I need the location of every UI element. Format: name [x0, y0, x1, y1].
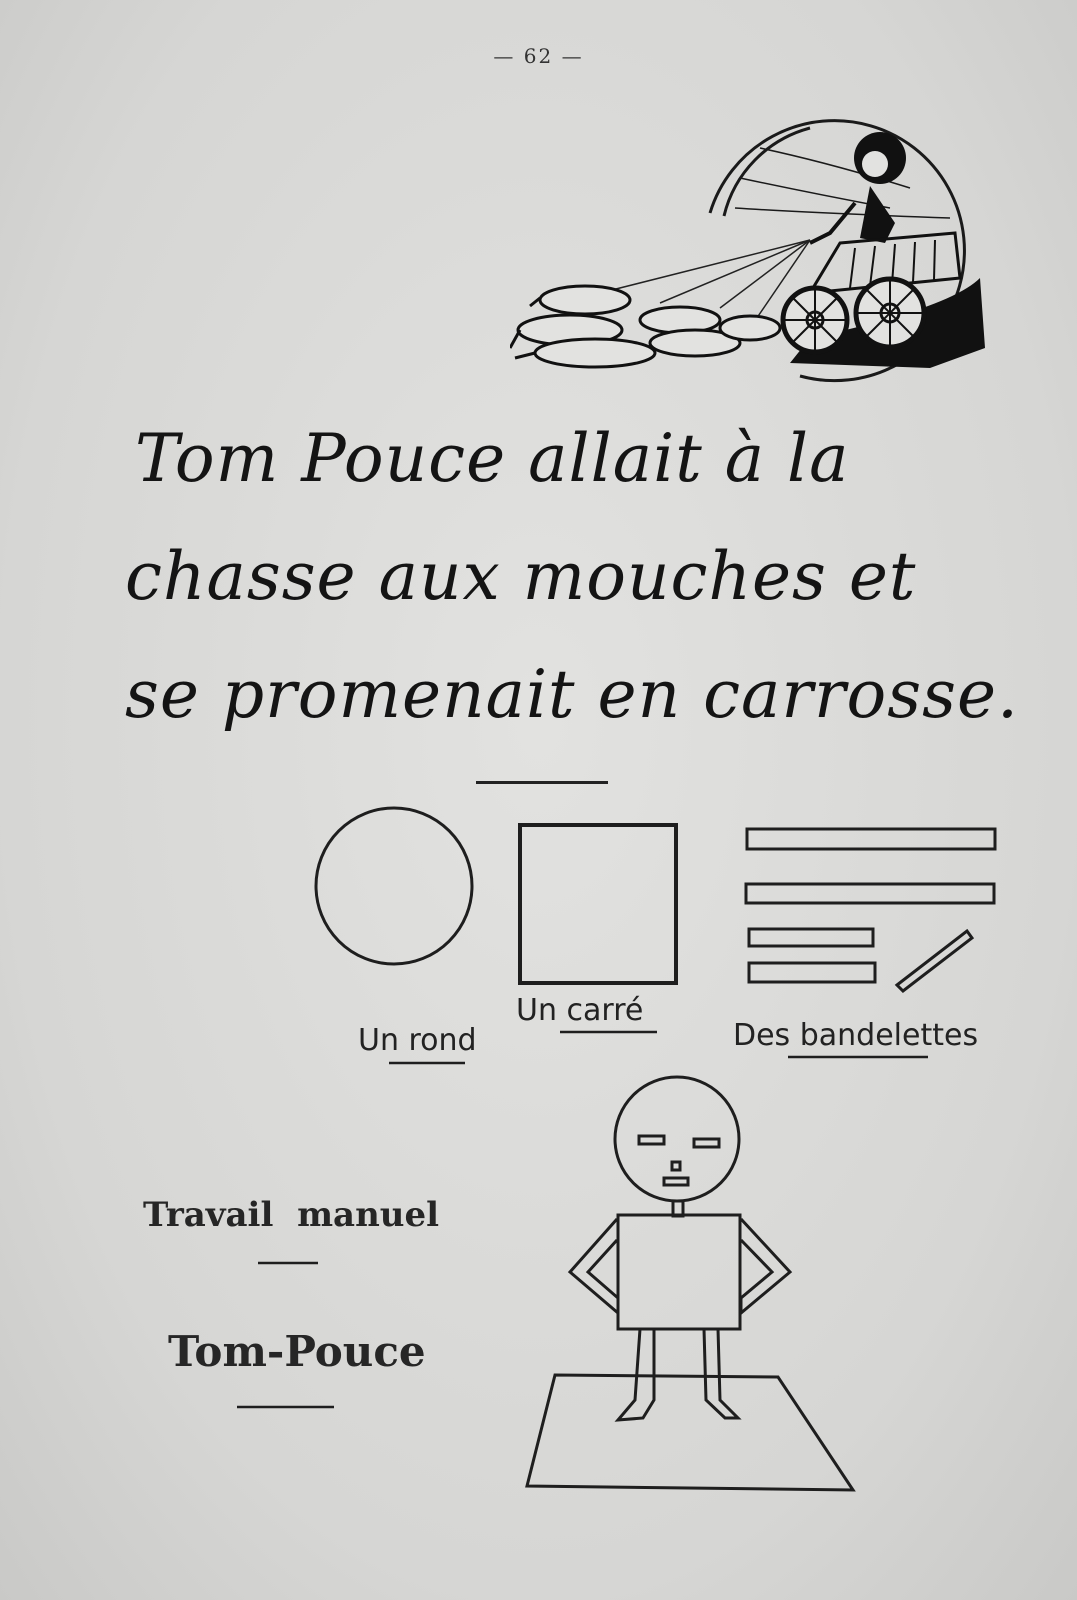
section-title: Tom-Pouce	[168, 1327, 426, 1376]
script-line-1: Tom Pouce allait à la	[135, 420, 850, 497]
section-heading: Travail manuel	[143, 1195, 440, 1235]
strips-shape	[746, 829, 995, 991]
tom-pouce-figure	[527, 1077, 853, 1490]
figure-base	[527, 1375, 853, 1490]
script-line-3: se promenait en carrosse.	[125, 656, 1020, 733]
page-number: — 62 —	[493, 44, 584, 68]
figure-body	[618, 1215, 740, 1329]
label-un-carre: Un carré	[516, 993, 644, 1028]
label-des-bandelettes: Des bandelettes	[733, 1018, 979, 1053]
figure-right-arm	[741, 1219, 790, 1313]
figure-right-leg	[704, 1329, 738, 1418]
figure-left-arm	[570, 1219, 618, 1313]
circle-shape	[316, 808, 472, 964]
square-shape	[520, 825, 676, 983]
label-un-rond: Un rond	[358, 1023, 477, 1058]
script-line-2: chasse aux mouches et	[125, 538, 917, 615]
